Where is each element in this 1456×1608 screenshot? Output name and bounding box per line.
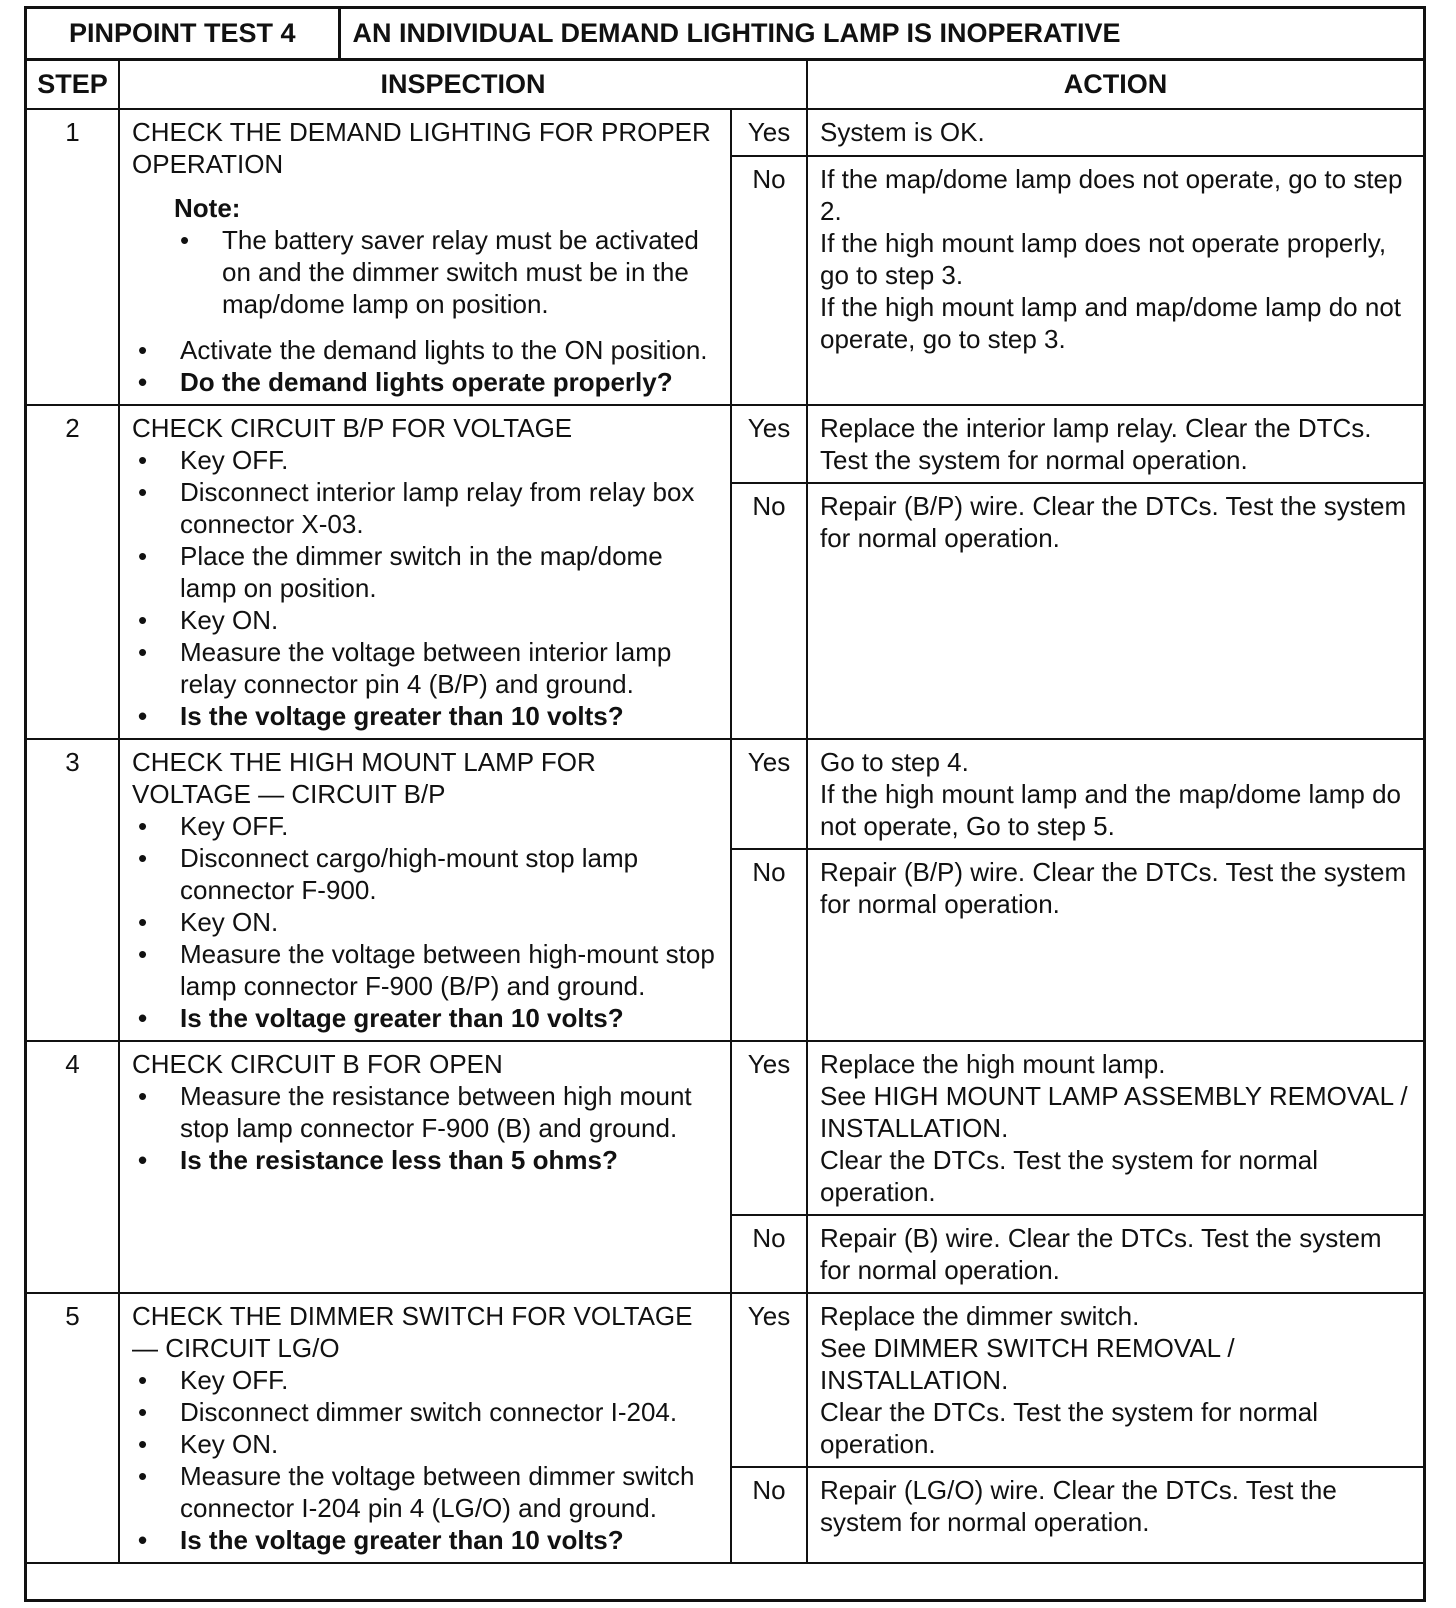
action-line: System is OK. [820,116,985,147]
bullet-item: • Place the dimmer switch in the map/dome lamp on position. [132,540,718,604]
no-label: No [731,1215,807,1293]
step-question: • Is the voltage greater than 10 volts? [132,700,718,732]
action-line: Repair (B/P) wire. Clear the DTCs. Test the system for normal operation. [820,490,1407,553]
step-heading: CHECK THE DIMMER SWITCH FOR VOLTAGE — CIRCUIT LG/O [132,1300,693,1363]
pinpoint-test-sheet [24,6,1426,1602]
bullet-list [132,444,718,732]
action-line: Replace the dimmer switch. [820,1300,1140,1331]
step-question: • Is the voltage greater than 10 volts? [132,1002,718,1034]
inspection-cell [119,405,731,739]
inspection-column-header: INSPECTION [119,61,807,109]
step-row [27,739,1423,849]
yes-label: Yes [731,739,807,849]
bullet-item: • Key ON. [132,1428,718,1460]
note-list [132,224,718,320]
bullet-item: • Disconnect interior lamp relay from relay box connector X-03. [132,476,718,540]
bullet-list [132,334,718,398]
yes-label: Yes [731,109,807,156]
no-action [807,849,1423,1041]
step-heading: CHECK THE DEMAND LIGHTING FOR PROPER OPERATION [132,116,711,179]
step-number: 3 [27,739,119,1041]
bullet-list [132,810,718,1034]
step-heading: CHECK CIRCUIT B FOR OPEN [132,1048,503,1079]
action-line: See DIMMER SWITCH REMOVAL / INSTALLATION. [820,1332,1235,1395]
action-line: If the high mount lamp does not operate properly, go to step 3. [820,227,1387,290]
yes-label: Yes [731,1041,807,1215]
title-bar [27,9,1423,61]
action-line: If the high mount lamp and map/dome lamp do not operate, go to step 3. [820,291,1402,354]
step-number: 2 [27,405,119,739]
bullet-item: • Key OFF. [132,1364,718,1396]
yes-action [807,405,1423,483]
step-column-header: STEP [27,61,119,109]
no-label: No [731,156,807,405]
inspection-cell [119,1041,731,1293]
step-question: • Is the resistance less than 5 ohms? [132,1144,718,1176]
bullet-item: • Disconnect dimmer switch connector I-204. [132,1396,718,1428]
yes-label: Yes [731,1293,807,1467]
bullet-item: • Measure the voltage between high-mount stop lamp connector F-900 (B/P) and ground. [132,938,718,1002]
action-line: Repair (B) wire. Clear the DTCs. Test the system for normal operation. [820,1222,1382,1285]
yes-action [807,1041,1423,1215]
action-line: Replace the interior lamp relay. Clear the DTCs. Test the system for normal operation. [820,412,1372,475]
inspection-cell [119,1293,731,1563]
action-line: Replace the high mount lamp. [820,1048,1166,1079]
no-action [807,1467,1423,1563]
bullet-item: • Measure the voltage between interior lamp relay connector pin 4 (B/P) and ground. [132,636,718,700]
note-text: • The battery saver relay must be activated on and the dimmer switch must be in the map/dome lamp on position. [174,224,718,320]
bullet-item: • Measure the resistance between high mount stop lamp connector F-900 (B) and ground. [132,1080,718,1144]
yes-label: Yes [731,405,807,483]
no-action [807,1215,1423,1293]
no-label: No [731,1467,807,1563]
step-number: 1 [27,109,119,405]
step-row [27,1293,1423,1467]
action-line: See HIGH MOUNT LAMP ASSEMBLY REMOVAL / INSTALLATION. [820,1080,1408,1143]
action-line: Clear the DTCs. Test the system for normal operation. [820,1396,1319,1459]
action-line: Go to step 4. [820,746,969,777]
step-number: 4 [27,1041,119,1293]
no-action [807,156,1423,405]
action-line: If the map/dome lamp does not operate, go to step 2. [820,163,1403,226]
procedure-table [27,61,1423,1564]
no-action [807,483,1423,739]
inspection-cell [119,739,731,1041]
no-label: No [731,849,807,1041]
step-number: 5 [27,1293,119,1563]
yes-action [807,109,1423,156]
no-label: No [731,483,807,739]
bullet-item: • Key OFF. [132,444,718,476]
column-headers [27,61,1423,109]
bullet-item: • Key ON. [132,604,718,636]
step-heading: CHECK THE HIGH MOUNT LAMP FOR VOLTAGE — CIRCUIT B/P [132,746,596,809]
step-row [27,405,1423,483]
action-line: If the high mount lamp and the map/dome lamp do not operate, Go to step 5. [820,778,1402,841]
bullet-list [132,1080,718,1176]
bullet-item: • Measure the voltage between dimmer switch connector I-204 pin 4 (LG/O) and ground. [132,1460,718,1524]
action-line: Clear the DTCs. Test the system for normal operation. [820,1144,1319,1207]
inspection-cell [119,109,731,405]
bullet-item: • Disconnect cargo/high-mount stop lamp connector F-900. [132,842,718,906]
action-line: Repair (B/P) wire. Clear the DTCs. Test the system for normal operation. [820,856,1407,919]
step-row [27,1041,1423,1215]
yes-action [807,1293,1423,1467]
bullet-item: • Key OFF. [132,810,718,842]
test-title: AN INDIVIDUAL DEMAND LIGHTING LAMP IS INOPERATIVE [339,9,1423,59]
note-label: Note: [174,192,241,223]
bullet-list [132,1364,718,1556]
step-row [27,109,1423,156]
step-question: • Do the demand lights operate properly? [132,366,718,398]
bullet-item: • Key ON. [132,906,718,938]
step-question: • Is the voltage greater than 10 volts? [132,1524,718,1556]
action-line: Repair (LG/O) wire. Clear the DTCs. Test the system for normal operation. [820,1474,1337,1537]
action-column-header: ACTION [807,61,1423,109]
yes-action [807,739,1423,849]
test-id: PINPOINT TEST 4 [27,9,339,59]
bullet-item: • Activate the demand lights to the ON position. [132,334,718,366]
step-heading: CHECK CIRCUIT B/P FOR VOLTAGE [132,412,573,443]
